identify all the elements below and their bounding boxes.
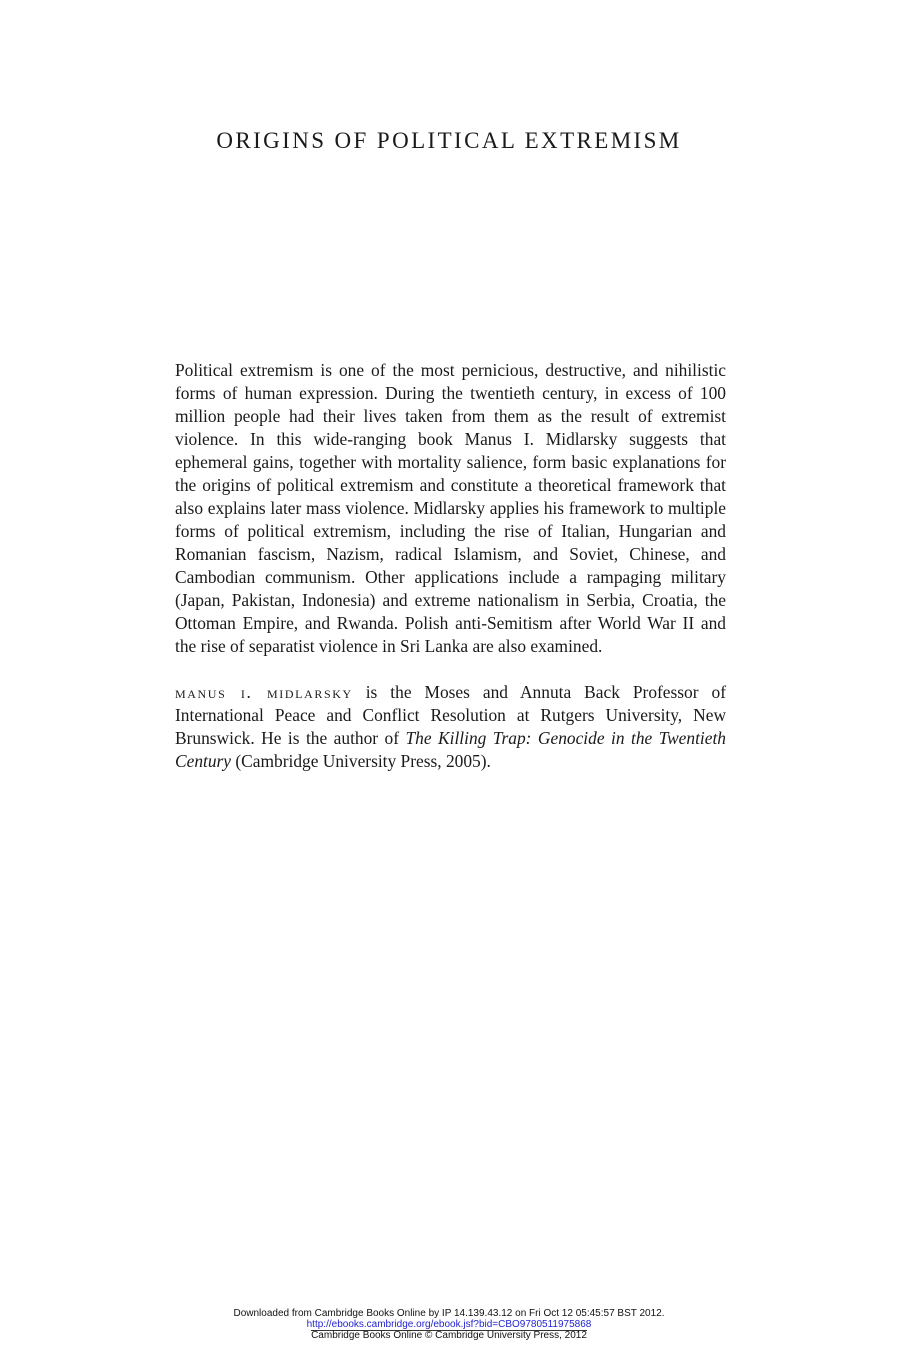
ebook-link[interactable]: http://ebooks.cambridge.org/ebook.jsf?bid=CBO9780511975868 [306, 1318, 592, 1330]
author-bio [175, 681, 726, 773]
page-title: ORIGINS OF POLITICAL EXTREMISM [216, 128, 682, 153]
book-description: Political extremism is one of the most pernicious, destructive, and nihilistic forms of human expression. During the twentieth century, in excess of 100 million people had their lives taken from them as the result of extremist violence. In this wide-ranging book Manus I. Midlarsky suggests that ephemeral gains, together with mortality salience, form basic explanations for the origins of political extremism and constitute a theoretical framework that also explains later mass violence. Midlarsky applies his framework to multiple forms of political extremism, including the rise of Italian, Hungarian and Romanian fascism, Nazism, radical Islamism, and Soviet, Chinese, and Cambodian communism. Other applications include a rampaging military (Japan, Pakistan, Indonesia) and extreme nationalism in Serbia, Croatia, the Ottoman Empire, and Rwanda. Polish anti-Semitism after World War II and the rise of separatist violence in Sri Lanka are also examined. [175, 360, 726, 656]
download-notice: Downloaded from Cambridge Books Online by IP 14.139.43.12 on Fri Oct 12 05:45:57 BST 2012. [233, 1308, 665, 1319]
book-title: The Killing Trap: Genocide in the Twentieth Century [175, 728, 726, 771]
author-bio-text: is the Moses and Annuta Back Professor of International Peace and Conflict Resolution at Rutgers University, New Brunswick. He is the author of [175, 682, 726, 748]
main-content [175, 359, 726, 773]
download-footer [0, 1309, 898, 1342]
author-bio-publisher: (Cambridge University Press, 2005). [231, 751, 491, 771]
author-name: manus i. midlarsky [175, 682, 353, 702]
copyright-notice: Cambridge Books Online © Cambridge University Press, 2012 [311, 1330, 587, 1341]
